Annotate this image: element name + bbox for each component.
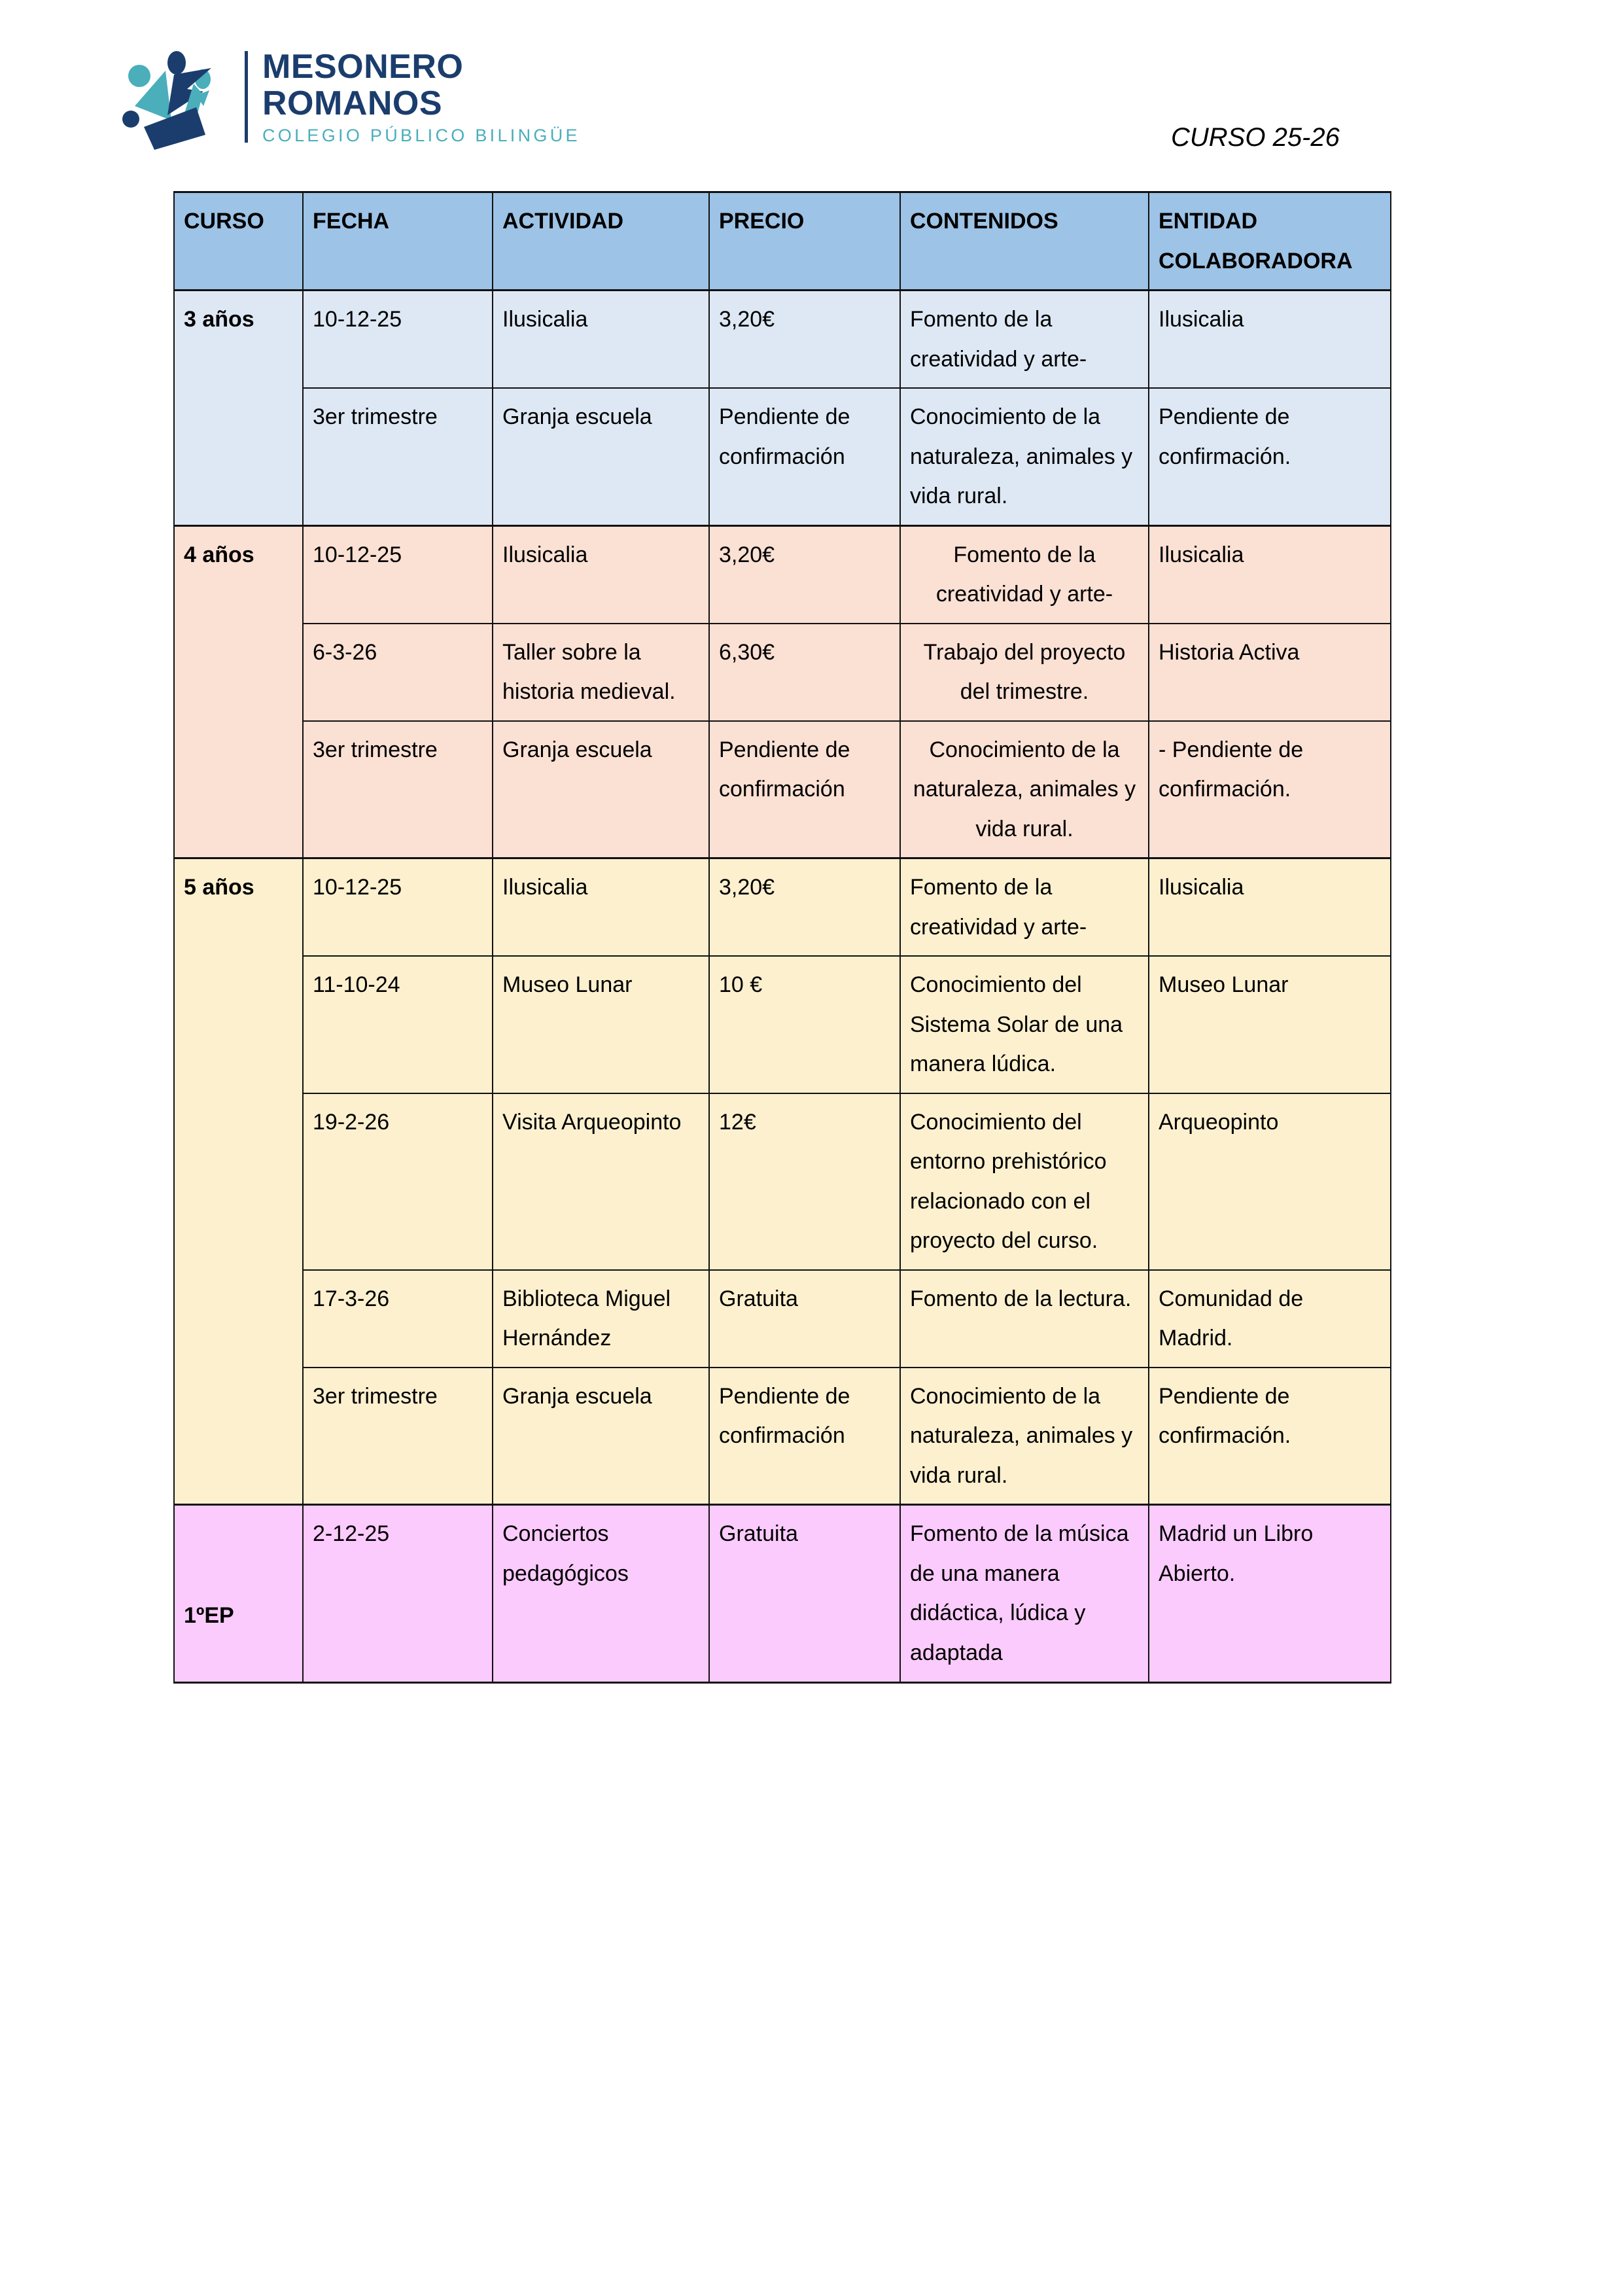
cell-fecha: 19-2-26 [303,1093,493,1270]
cell-fecha: 17-3-26 [303,1270,493,1368]
column-header-entidad-colaboradora [1149,192,1391,291]
cell-precio: 12€ [709,1093,900,1270]
logo-tagline: COLEGIO PÚBLICO BILINGÜE [262,125,580,145]
cell-contenidos: Fomento de la creatividad y arte- [900,291,1149,389]
cell-actividad: Granja escuela [493,388,709,525]
column-header-contenidos: CONTENIDOS [900,192,1149,291]
curso-group-label: 5 años [174,858,303,1505]
table-row [174,624,1391,721]
column-header-fecha: FECHA [303,192,493,291]
cell-precio: Gratuita [709,1505,900,1682]
cell-actividad: Granja escuela [493,1368,709,1505]
cell-entidad: Ilusicalia [1149,858,1391,957]
cell-contenidos: Conocimiento del entorno prehistórico relacionado con el proyecto del curso. [900,1093,1149,1270]
cell-entidad: Arqueopinto [1149,1093,1391,1270]
cell-precio: Pendiente de confirmación [709,721,900,858]
cell-entidad: Ilusicalia [1149,291,1391,389]
table-row [174,956,1391,1093]
logo-line-one: MESONERO [262,47,464,86]
logo-line-two: ROMANOS [262,84,443,122]
table-body [174,291,1391,1682]
cell-entidad: Museo Lunar [1149,956,1391,1093]
cell-actividad: Ilusicalia [493,291,709,389]
cell-fecha: 6-3-26 [303,624,493,721]
table-row [174,1270,1391,1368]
cell-precio: Pendiente de confirmación [709,1368,900,1505]
cell-fecha: 3er trimestre [303,721,493,858]
school-logo [116,38,580,156]
cell-fecha: 10-12-25 [303,291,493,389]
table-row [174,388,1391,525]
document-header [0,31,1623,162]
cell-contenidos: Conocimiento de la naturaleza, animales y vida rural. [900,721,1149,858]
column-header-curso: CURSO [174,192,303,291]
cell-entidad: Pendiente de confirmación. [1149,388,1391,525]
course-year-label: CURSO 25-26 [1171,123,1340,152]
cell-actividad: Conciertos pedagógicos [493,1505,709,1682]
cell-actividad: Museo Lunar [493,956,709,1093]
cell-entidad: Historia Activa [1149,624,1391,721]
cell-actividad: Taller sobre la historia medieval. [493,624,709,721]
cell-actividad: Biblioteca Miguel Hernández [493,1270,709,1368]
table-row [174,721,1391,858]
cell-precio: 3,20€ [709,858,900,957]
cell-precio: 10 € [709,956,900,1093]
cell-actividad: Ilusicalia [493,525,709,624]
cell-contenidos: Fomento de la creatividad y arte- [900,525,1149,624]
activities-table [173,191,1391,1684]
cell-precio: Gratuita [709,1270,900,1368]
logo-wordmark [262,47,580,145]
table-row [174,1093,1391,1270]
cell-entidad: Comunidad de Madrid. [1149,1270,1391,1368]
cell-entidad: Pendiente de confirmación. [1149,1368,1391,1505]
curso-group-label: 1ºEP [174,1505,303,1682]
cell-contenidos: Trabajo del proyecto del trimestre. [900,624,1149,721]
cell-contenidos: Conocimiento de la naturaleza, animales y vida rural. [900,388,1149,525]
cell-fecha: 11-10-24 [303,956,493,1093]
cell-entidad: Ilusicalia [1149,525,1391,624]
cell-entidad: - Pendiente de confirmación. [1149,721,1391,858]
cell-fecha: 10-12-25 [303,525,493,624]
column-header-actividad: ACTIVIDAD [493,192,709,291]
cell-contenidos: Conocimiento del Sistema Solar de una manera lúdica. [900,956,1149,1093]
cell-fecha: 2-12-25 [303,1505,493,1682]
cell-actividad: Ilusicalia [493,858,709,957]
table-row [174,1368,1391,1505]
cell-fecha: 3er trimestre [303,388,493,525]
table-row [174,858,1391,957]
cell-precio: 6,30€ [709,624,900,721]
cell-precio: 3,20€ [709,525,900,624]
cell-precio: Pendiente de confirmación [709,388,900,525]
mesonero-romanos-logo-icon [116,43,241,151]
cell-fecha: 3er trimestre [303,1368,493,1505]
cell-contenidos: Fomento de la lectura. [900,1270,1149,1368]
cell-contenidos: Conocimiento de la naturaleza, animales y vida rural. [900,1368,1149,1505]
table-row [174,525,1391,624]
column-header-entidad-line1: ENTIDAD [1159,209,1258,234]
cell-actividad: Granja escuela [493,721,709,858]
column-header-entidad-line2: COLABORADORA [1159,248,1353,274]
table-row [174,1505,1391,1682]
cell-entidad: Madrid un Libro Abierto. [1149,1505,1391,1682]
table-header-row [174,192,1391,291]
cell-fecha: 10-12-25 [303,858,493,957]
curso-group-label: 4 años [174,525,303,858]
cell-contenidos: Fomento de la música de una manera didáctica, lúdica y adaptada [900,1505,1149,1682]
cell-precio: 3,20€ [709,291,900,389]
curso-group-label: 3 años [174,291,303,526]
cell-actividad: Visita Arqueopinto [493,1093,709,1270]
logo-divider [245,51,248,143]
cell-contenidos: Fomento de la creatividad y arte- [900,858,1149,957]
table-row [174,291,1391,389]
column-header-precio: PRECIO [709,192,900,291]
